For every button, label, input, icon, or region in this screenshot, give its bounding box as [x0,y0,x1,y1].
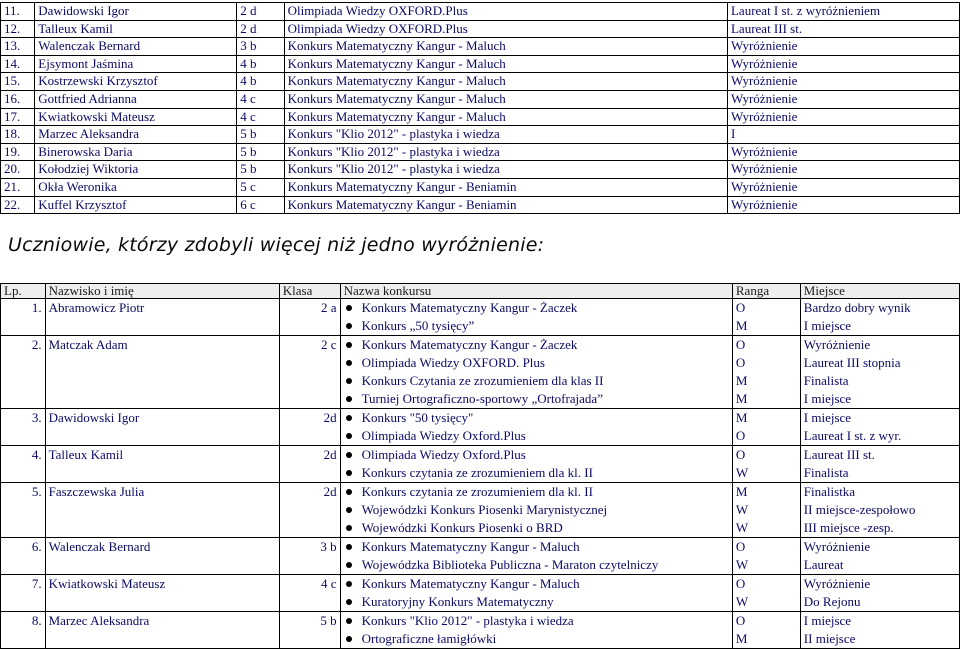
contest-list [344,612,729,648]
row-number: 15. [1,73,35,91]
place-value: I miejsce [803,391,852,406]
contest-list [344,483,729,537]
contest-list-cell [340,336,732,409]
row-number: 14. [1,55,35,73]
header-name: Nazwisko i imię [45,284,279,299]
place-value: Finalistka [803,484,856,499]
contest-name: Konkurs Matematyczny Kangur - Maluch [284,108,727,126]
table-row [1,55,960,73]
contest-item: Konkurs „50 tysięcy” [344,317,729,335]
award-rank: Wyróżnienie [727,38,959,56]
row-number: 16. [1,90,35,108]
award-rank: Wyróżnienie [727,90,959,108]
contest-item: Olimpiada Wiedzy Oxford.Plus [344,427,729,445]
award-rank: Wyróżnienie [727,178,959,196]
row-number: 20. [1,161,35,179]
row-number: 7. [1,575,46,612]
place-cell [800,483,959,538]
row-number: 11. [1,3,35,21]
table-row [1,161,960,179]
student-class: 2 d [237,3,284,21]
contest-list [344,446,729,482]
student-name: Kostrzewski Krzysztof [35,73,237,91]
awards-table-body [1,3,960,214]
award-rank: Wyróżnienie [727,108,959,126]
place-value: Laureat III st. [803,447,875,462]
row-number: 3. [1,409,46,446]
place-value: III miejsce -zesp. [803,520,894,535]
rank-cell [732,612,800,649]
student-name: Dawidowski Igor [35,3,237,21]
rank-value: O [735,576,746,591]
place-cell [800,336,959,409]
student-class: 4 c [237,90,284,108]
rank-value: O [735,428,746,443]
contest-list [344,336,729,408]
row-number: 1. [1,299,46,336]
contest-name: Konkurs "Klio 2012" - plastyka i wiedza [284,143,727,161]
place-cell [800,446,959,483]
contest-item: Konkurs czytania ze zrozumieniem dla kl. II [344,483,729,501]
rank-value: M [735,373,748,388]
place-value: Finalista [803,373,849,388]
student-class: 5 c [237,178,284,196]
student-name: Kuffel Krzysztof [35,196,237,214]
table-row [1,612,960,649]
student-class: 5 b [237,161,284,179]
contest-name: Konkurs "Klio 2012" - plastyka i wiedza [284,126,727,144]
student-name: Faszczewska Julia [45,483,279,538]
award-rank: Wyróżnienie [727,73,959,91]
table-row [1,299,960,336]
header-place: Miejsce [800,284,959,299]
student-name: Binerowska Daria [35,143,237,161]
award-rank: Wyróżnienie [727,196,959,214]
rank-value: W [735,465,749,480]
contest-list-cell [340,612,732,649]
header-rank: Ranga [732,284,800,299]
place-value: Laureat [803,557,844,572]
rank-cell [732,299,800,336]
student-class: 4 c [279,575,340,612]
contest-item: Wojewódzki Konkurs Piosenki o BRD [344,519,729,537]
rank-value: O [735,300,746,315]
contest-item: Konkurs Czytania ze zrozumieniem dla klas II [344,372,729,390]
student-class: 5 b [237,143,284,161]
table-row [1,108,960,126]
award-rank: Wyróżnienie [727,143,959,161]
student-name: Ejsymont Jaśmina [35,55,237,73]
student-name: Talleux Kamil [35,20,237,38]
multi-award-table-body [1,299,960,649]
student-class: 3 b [279,538,340,575]
place-value: Wyróżnienie [803,337,871,352]
row-number: 4. [1,446,46,483]
row-number: 13. [1,38,35,56]
row-number: 6. [1,538,46,575]
rank-cell [732,538,800,575]
student-name: Marzec Aleksandra [35,126,237,144]
contest-item: Olimpiada Wiedzy OXFORD. Plus [344,354,729,372]
rank-value: W [735,594,749,609]
contest-item: Kuratoryjny Konkurs Matematyczny [344,593,729,611]
award-rank: Laureat I st. z wyróżnieniem [727,3,959,21]
row-number: 22. [1,196,35,214]
student-class: 3 b [237,38,284,56]
student-class: 5 b [237,126,284,144]
contest-name: Konkurs Matematyczny Kangur - Maluch [284,55,727,73]
student-class: 5 b [279,612,340,649]
place-value: Laureat III stopnia [803,355,901,370]
rank-value: O [735,447,746,462]
contest-list [344,575,729,611]
award-rank: Laureat III st. [727,20,959,38]
contest-item: Wojewódzki Konkurs Piosenki Marynistycznej [344,501,729,519]
place-value: Do Rejonu [803,594,861,609]
student-class: 2 c [279,336,340,409]
row-number: 21. [1,178,35,196]
contest-list-cell [340,446,732,483]
rank-value: M [735,631,748,646]
table-row [1,143,960,161]
student-name: Matczak Adam [45,336,279,409]
place-value: I miejsce [803,410,852,425]
rank-cell [732,483,800,538]
contest-item: Konkurs czytania ze zrozumieniem dla kl. II [344,464,729,482]
table-row [1,73,960,91]
student-class: 4 b [237,73,284,91]
contest-list [344,299,729,335]
student-class: 2d [279,446,340,483]
student-class: 2 d [237,20,284,38]
place-cell [800,299,959,336]
student-name: Kwiatkowski Mateusz [45,575,279,612]
table-row [1,90,960,108]
table-row [1,20,960,38]
student-name: Dawidowski Igor [45,409,279,446]
rank-value: M [735,484,748,499]
multi-award-table [0,283,960,649]
rank-cell [732,409,800,446]
table-row [1,196,960,214]
student-name: Gottfried Adrianna [35,90,237,108]
rank-cell [732,446,800,483]
place-cell [800,575,959,612]
student-name: Talleux Kamil [45,446,279,483]
contest-name: Konkurs Matematyczny Kangur - Maluch [284,38,727,56]
table-row [1,178,960,196]
student-name: Walenczak Bernard [35,38,237,56]
table-row [1,126,960,144]
rank-value: M [735,410,748,425]
header-contest: Nazwa konkursu [340,284,732,299]
rank-value: O [735,539,746,554]
contest-list [344,409,729,445]
student-name: Kołodziej Wiktoria [35,161,237,179]
row-number: 5. [1,483,46,538]
place-value: Laureat I st. z wyr. [803,428,902,443]
student-class: 4 b [237,55,284,73]
rank-cell [732,575,800,612]
student-class: 2d [279,483,340,538]
row-number: 8. [1,612,46,649]
rank-cell [732,336,800,409]
multi-award-table-header [1,284,960,299]
contest-name: Konkurs "Klio 2012" - plastyka i wiedza [284,161,727,179]
row-number: 2. [1,336,46,409]
place-cell [800,612,959,649]
contest-item: Wojewódzka Biblioteka Publiczna - Maraton czytelniczy [344,556,729,574]
place-value: II miejsce [803,631,856,646]
student-name: Okła Weronika [35,178,237,196]
place-value: Wyróżnienie [803,576,871,591]
contest-list [344,538,729,574]
place-value: I miejsce [803,613,852,628]
student-name: Marzec Aleksandra [45,612,279,649]
contest-name: Konkurs Matematyczny Kangur - Maluch [284,90,727,108]
contest-item: Konkurs Matematyczny Kangur - Maluch [344,575,729,593]
table-row [1,336,960,409]
contest-name: Konkurs Matematyczny Kangur - Maluch [284,73,727,91]
place-cell [800,409,959,446]
rank-value: W [735,557,749,572]
student-name: Walenczak Bernard [45,538,279,575]
table-row [1,483,960,538]
place-value: II miejsce-zespołowo [803,502,916,517]
contest-item: Konkurs Matematyczny Kangur - Maluch [344,538,729,556]
rank-value: M [735,391,748,406]
rank-value: O [735,355,746,370]
row-number: 17. [1,108,35,126]
place-value: Finalista [803,465,849,480]
table-row [1,538,960,575]
header-class: Klasa [279,284,340,299]
table-row [1,3,960,21]
student-class: 6 c [237,196,284,214]
contest-item: Konkurs "50 tysięcy" [344,409,729,427]
table-row [1,446,960,483]
header-lp: Lp. [1,284,46,299]
rank-value: W [735,520,749,535]
contest-list-cell [340,538,732,575]
section-heading: Uczniowie, którzy zdobyli więcej niż jedno wyróżnienie: [8,234,545,256]
row-number: 18. [1,126,35,144]
award-rank: Wyróżnienie [727,55,959,73]
contest-list-cell [340,299,732,336]
contest-name: Konkurs Matematyczny Kangur - Beniamin [284,196,727,214]
awards-table [0,2,960,214]
place-cell [800,538,959,575]
table-row [1,409,960,446]
contest-item: Turniej Ortograficzno-sportowy „Ortofrajada” [344,390,729,408]
student-class: 2 a [279,299,340,336]
student-name: Abramowicz Piotr [45,299,279,336]
place-value: I miejsce [803,318,852,333]
place-value: Wyróżnienie [803,539,871,554]
rank-value: M [735,318,748,333]
row-number: 19. [1,143,35,161]
student-name: Kwiatkowski Mateusz [35,108,237,126]
contest-item: Konkurs Matematyczny Kangur - Żaczek [344,299,729,317]
award-rank: I [727,126,959,144]
contest-name: Olimpiada Wiedzy OXFORD.Plus [284,3,727,21]
contest-list-cell [340,483,732,538]
contest-item: Konkurs "Klio 2012" - plastyka i wiedza [344,612,729,630]
contest-item: Ortograficzne łamigłówki [344,630,729,648]
place-value: Bardzo dobry wynik [803,300,911,315]
row-number: 12. [1,20,35,38]
rank-value: O [735,337,746,352]
table-row [1,38,960,56]
contest-name: Konkurs Matematyczny Kangur - Beniamin [284,178,727,196]
rank-value: O [735,613,746,628]
contest-item: Konkurs Matematyczny Kangur - Żaczek [344,336,729,354]
student-class: 4 c [237,108,284,126]
award-rank: Wyróżnienie [727,161,959,179]
contest-item: Olimpiada Wiedzy Oxford.Plus [344,446,729,464]
contest-list-cell [340,575,732,612]
table-row [1,575,960,612]
contest-name: Olimpiada Wiedzy OXFORD.Plus [284,20,727,38]
student-class: 2d [279,409,340,446]
rank-value: W [735,502,749,517]
contest-list-cell [340,409,732,446]
